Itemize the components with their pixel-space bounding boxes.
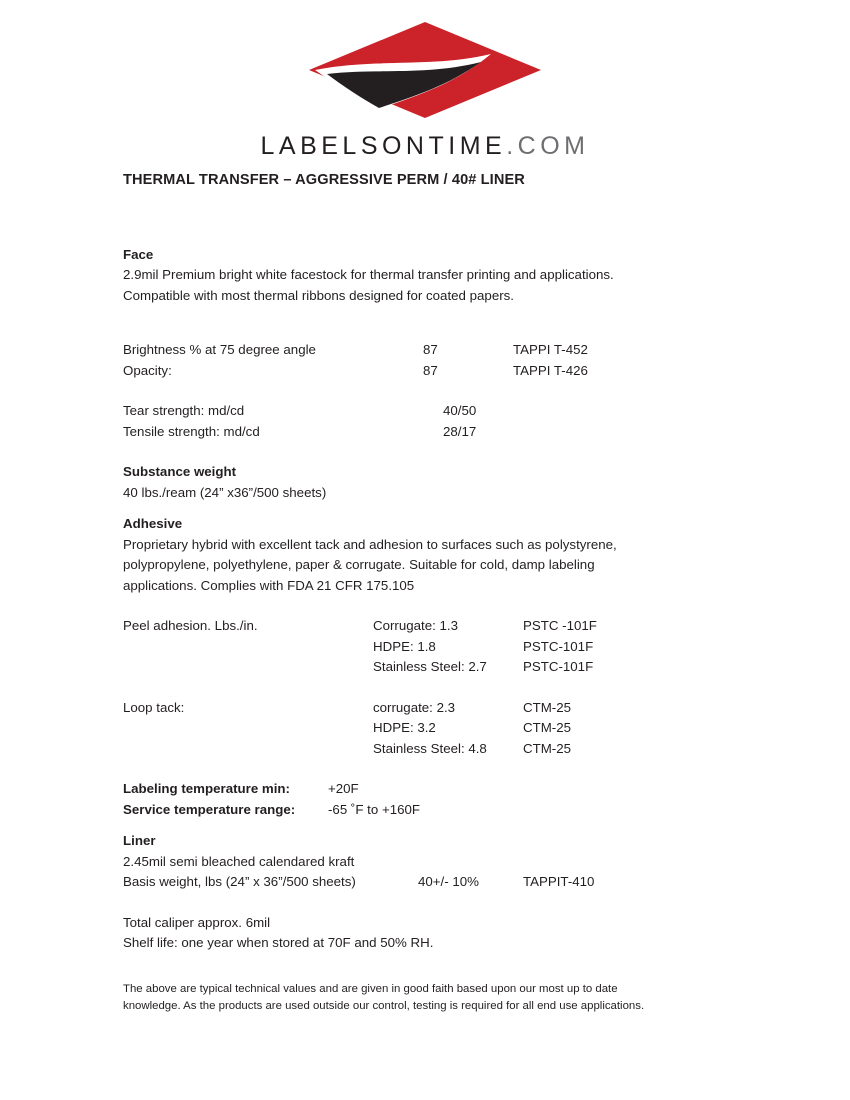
substance-weight-value: 40 lbs./ream (24” x36”/500 sheets): [123, 484, 327, 500]
spec-value: 87: [423, 342, 438, 357]
total-caliper-line: Total caliper approx. 6mil: [123, 914, 271, 930]
labeling-temperature-value: +20F: [328, 781, 359, 796]
spec-label: Tensile strength: md/cd: [123, 423, 260, 439]
table-row: [123, 872, 743, 893]
adhesive-line-1: Proprietary hybrid with excellent tack and adhesion to surfaces such as polystyrene,: [123, 536, 617, 552]
labeling-temperature-row: [123, 779, 743, 800]
table-row: [123, 422, 743, 443]
peel-adhesion-value: Corrugate: 1.3: [373, 618, 459, 633]
peel-adhesion-standard: PSTC -101F: [523, 618, 597, 633]
peel-adhesion-standard: PSTC-101F: [523, 638, 594, 654]
peel-adhesion-value: HDPE: 1.8: [373, 638, 436, 654]
spec-label: Opacity:: [123, 362, 172, 378]
section-heading-liner: Liner: [123, 833, 156, 848]
table-row: [123, 657, 743, 678]
peel-adhesion-standard: PSTC-101F: [523, 659, 594, 674]
loop-tack-standard: CTM-25: [523, 699, 572, 715]
labelsontime-swoosh-icon: [305, 18, 545, 126]
table-row: [123, 739, 743, 760]
loop-tack-label: Loop tack:: [123, 699, 185, 715]
section-heading-face: Face: [123, 246, 154, 262]
service-temperature-label: Service temperature range:: [123, 801, 296, 817]
peel-adhesion-value: Stainless Steel: 2.7: [373, 659, 487, 674]
peel-adhesion-label: Peel adhesion. Lbs./in.: [123, 618, 258, 633]
spec-standard: TAPPI T-452: [513, 342, 588, 357]
basis-weight-standard: TAPPIT-410: [523, 874, 595, 889]
basis-weight-label: Basis weight, lbs (24” x 36”/500 sheets): [123, 874, 356, 889]
service-temperature-value: -65 ˚F to +160F: [328, 801, 421, 817]
table-row: [123, 718, 743, 739]
spec-value: 87: [423, 362, 438, 378]
disclaimer-line-1: The above are typical technical values and are given in good faith based upon our most up to date: [123, 982, 618, 995]
spec-sheet-body: [123, 170, 743, 1016]
basis-weight-value: 40+/- 10%: [418, 874, 479, 889]
spec-standard: TAPPI T-426: [513, 362, 588, 378]
section-heading-substance-weight: Substance weight: [123, 464, 237, 479]
logo-wordmark-suffix: .COM: [506, 132, 590, 160]
table-row: [123, 698, 743, 719]
table-row: [123, 340, 743, 361]
spec-value: 28/17: [443, 423, 477, 439]
service-temperature-row: [123, 800, 743, 821]
spec-label: Brightness % at 75 degree angle: [123, 342, 316, 357]
spec-label: Tear strength: md/cd: [123, 403, 245, 418]
loop-tack-value: HDPE: 3.2: [373, 720, 436, 735]
logo-wordmark-main: LABELSONTIME: [260, 132, 507, 160]
loop-tack-value: corrugate: 2.3: [373, 699, 456, 715]
loop-tack-standard: CTM-25: [523, 740, 572, 756]
disclaimer-line-2: knowledge. As the products are used outside our control, testing is required for all end use applications.: [123, 1000, 645, 1012]
page-title: THERMAL TRANSFER – AGGRESSIVE PERM / 40# LINER: [123, 172, 525, 188]
labeling-temperature-label: Labeling temperature min:: [123, 781, 290, 796]
disclaimer: [123, 981, 723, 1016]
spec-value: 40/50: [443, 403, 477, 418]
logo-wordmark: [0, 132, 850, 161]
liner-line-1: 2.45mil semi bleached calendared kraft: [123, 853, 355, 869]
adhesive-line-2: polypropylene, polyethylene, paper & corrugate. Suitable for cold, damp labeling: [123, 557, 595, 572]
face-line-2: Compatible with most thermal ribbons designed for coated papers.: [123, 287, 514, 303]
table-row: [123, 637, 743, 658]
table-row: [123, 616, 743, 637]
adhesive-line-3: applications. Complies with FDA 21 CFR 175.105: [123, 577, 415, 593]
table-row: [123, 401, 743, 422]
section-heading-adhesive: Adhesive: [123, 516, 183, 531]
shelf-life-line: Shelf life: one year when stored at 70F and 50% RH.: [123, 935, 434, 950]
company-logo: [0, 18, 850, 161]
face-line-1: 2.9mil Premium bright white facestock for thermal transfer printing and applications.: [123, 267, 614, 282]
loop-tack-standard: CTM-25: [523, 720, 572, 735]
loop-tack-value: Stainless Steel: 4.8: [373, 740, 487, 756]
table-row: [123, 361, 743, 382]
